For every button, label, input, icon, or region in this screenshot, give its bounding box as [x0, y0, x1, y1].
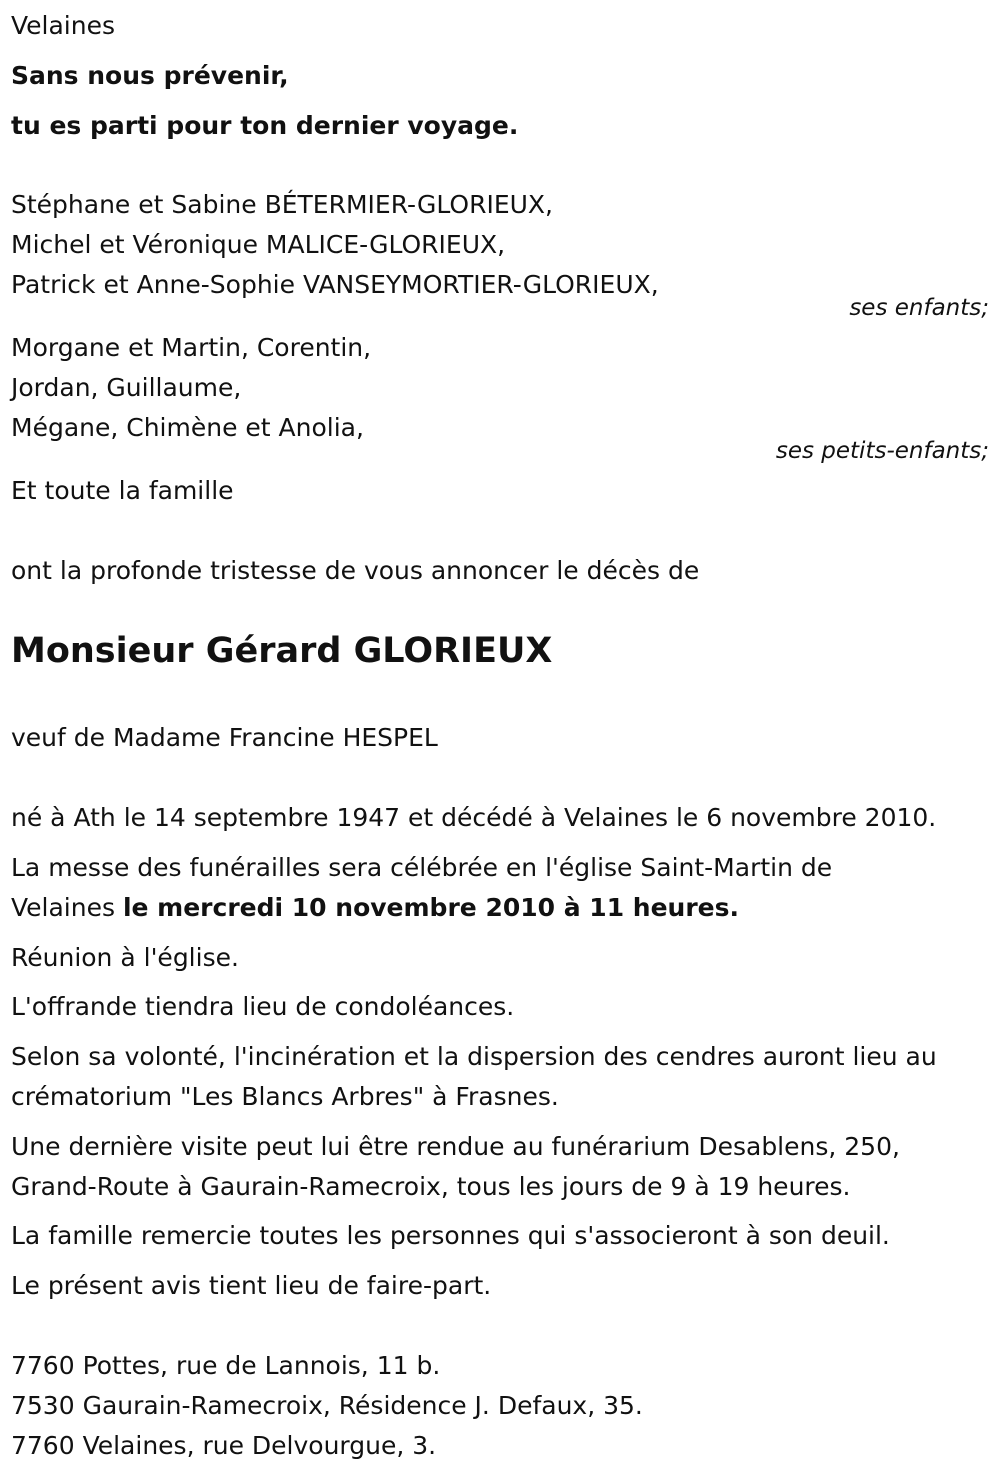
offering-line: L'offrande tiendra lieu de condoléances. — [11, 992, 515, 1021]
mass-line-2 — [11, 888, 739, 928]
child-line-3: Patrick et Anne-Sophie VANSEYMORTIER-GLORIEUX, — [11, 270, 659, 299]
grandchild-line-1: Morgane et Martin, Corentin, — [11, 333, 372, 362]
thanks-line: La famille remercie toutes les personnes qui s'associeront à son deuil. — [11, 1221, 890, 1250]
epigraph-line-1: Sans nous prévenir, — [11, 61, 289, 90]
deceased-name: Monsieur Gérard GLORIEUX — [11, 631, 553, 671]
mass-location-text: Velaines — [11, 893, 123, 922]
mass-datetime: le mercredi 10 novembre 2010 à 11 heures. — [122, 893, 740, 922]
location-header: Velaines — [11, 11, 116, 40]
cremation-line-2: crématorium "Les Blancs Arbres" à Frasnes. — [11, 1082, 559, 1111]
children-label: ses enfants; — [849, 295, 989, 321]
gathering-line: Réunion à l'église. — [11, 943, 239, 972]
announcement-line: ont la profonde tristesse de vous annoncer le décès de — [11, 556, 700, 585]
grandchild-line-3: Mégane, Chimène et Anolia, — [11, 413, 364, 442]
child-line-2: Michel et Véronique MALICE-GLORIEUX, — [11, 230, 506, 259]
notice-line: Le présent avis tient lieu de faire-part. — [11, 1271, 492, 1300]
grandchild-line-2: Jordan, Guillaume, — [11, 373, 242, 402]
address-line-2: 7530 Gaurain-Ramecroix, Résidence J. Defaux, 35. — [11, 1391, 643, 1420]
mass-line-1: La messe des funérailles sera célébrée en l'église Saint-Martin de — [11, 853, 833, 882]
grandchildren-label: ses petits-enfants; — [775, 438, 989, 464]
widower-line: veuf de Madame Francine HESPEL — [11, 723, 438, 752]
epigraph-line-2: tu es parti pour ton dernier voyage. — [11, 111, 519, 140]
address-line-1: 7760 Pottes, rue de Lannois, 11 b. — [11, 1351, 441, 1380]
family-line: Et toute la famille — [11, 476, 234, 505]
child-line-1: Stéphane et Sabine BÉTERMIER-GLORIEUX, — [11, 190, 553, 219]
birth-death-line: né à Ath le 14 septembre 1947 et décédé à Velaines le 6 novembre 2010. — [11, 803, 937, 832]
visit-line-2: Grand-Route à Gaurain-Ramecroix, tous les jours de 9 à 19 heures. — [11, 1172, 851, 1201]
address-line-3: 7760 Velaines, rue Delvourgue, 3. — [11, 1431, 437, 1460]
visit-line-1: Une dernière visite peut lui être rendue au funérarium Desablens, 250, — [11, 1132, 900, 1161]
cremation-line-1: Selon sa volonté, l'incinération et la dispersion des cendres auront lieu au — [11, 1042, 937, 1071]
